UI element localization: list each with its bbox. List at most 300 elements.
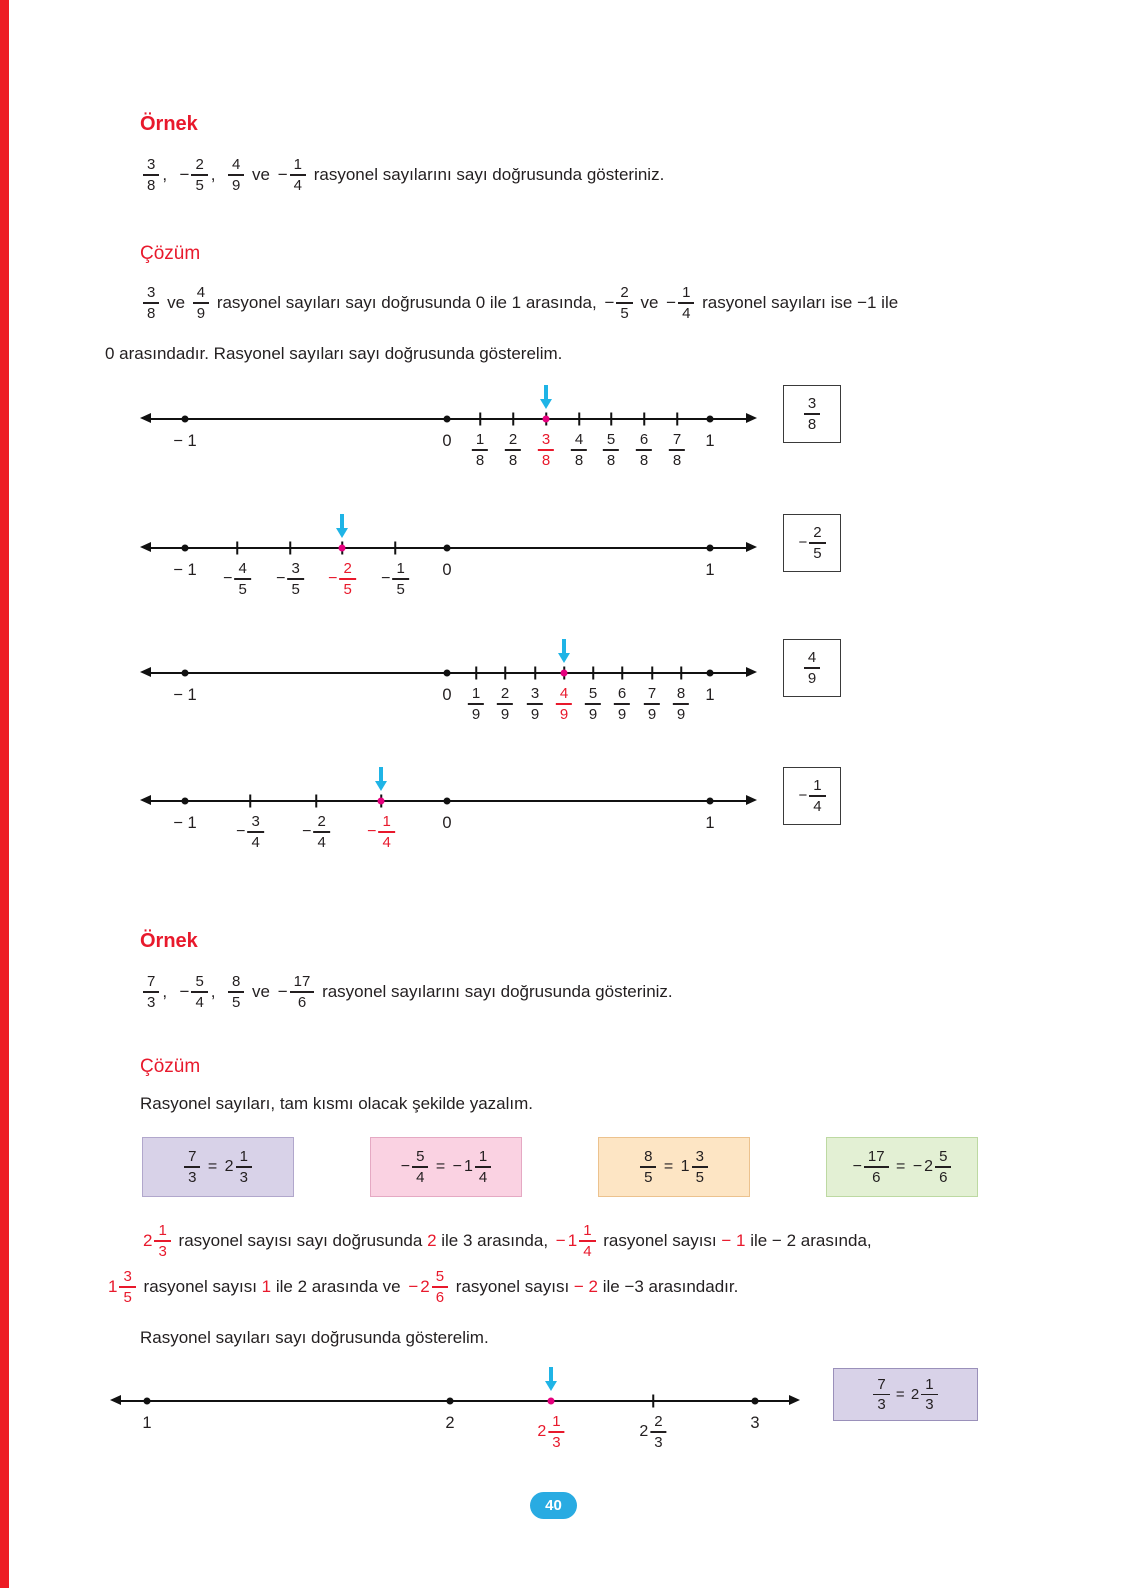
fraction-stack xyxy=(603,431,619,469)
marker-arrow-head xyxy=(545,1381,557,1391)
denominator: 5 xyxy=(195,176,204,194)
tick-label xyxy=(585,685,601,723)
fraction-bar xyxy=(809,542,825,543)
fraction-stack xyxy=(669,431,685,469)
denominator: 8 xyxy=(606,451,616,469)
tick-label xyxy=(538,431,554,469)
fraction-stack xyxy=(556,685,572,723)
mixed-number xyxy=(143,1222,171,1260)
marker-arrow-icon xyxy=(558,639,570,663)
point-label: − 1 xyxy=(173,814,197,832)
example1-heading: Örnek xyxy=(140,113,198,135)
minus-sign: − xyxy=(179,164,190,184)
denominator: 3 xyxy=(654,1433,663,1451)
denominator: 9 xyxy=(500,705,510,723)
text-run: , xyxy=(210,981,225,1001)
tick-mark xyxy=(249,795,251,808)
minus-sign: − xyxy=(276,569,286,587)
denominator: 4 xyxy=(416,1168,425,1186)
numerator: 3 xyxy=(123,1268,132,1285)
denominator: 8 xyxy=(147,176,156,194)
fraction xyxy=(472,431,488,469)
fraction-stack xyxy=(527,685,543,723)
numerator: 1 xyxy=(478,1148,488,1166)
text-run: rasyonel sayısı xyxy=(598,1230,722,1250)
numerator: 7 xyxy=(672,431,682,448)
numerator: 5 xyxy=(939,1148,948,1166)
value-box xyxy=(783,385,841,443)
fraction-stack xyxy=(864,1148,889,1186)
fraction-bar xyxy=(497,703,513,704)
point-label: 1 xyxy=(142,1414,152,1432)
whole-number: 2 xyxy=(224,1157,234,1175)
tick-mark xyxy=(592,667,594,680)
left-arrowhead-icon xyxy=(140,542,151,552)
fraction-stack xyxy=(804,649,820,687)
fraction-bar xyxy=(864,1166,889,1167)
fraction xyxy=(644,685,660,723)
text-run: rasyonel sayısı xyxy=(138,1276,262,1296)
numerator: 5 xyxy=(416,1148,425,1166)
denominator: 9 xyxy=(196,304,206,322)
fraction xyxy=(804,395,820,433)
fraction-bar xyxy=(678,302,694,303)
point-dot xyxy=(444,670,451,677)
numerator: 3 xyxy=(291,560,300,577)
point-dot xyxy=(444,798,451,805)
numerator: 3 xyxy=(251,813,260,830)
fraction-bar xyxy=(393,578,409,579)
denominator: 5 xyxy=(343,580,352,598)
tick-label xyxy=(468,685,484,723)
marker-arrow-head xyxy=(336,528,348,538)
fraction-stack xyxy=(228,156,244,194)
fraction-bar xyxy=(640,1166,656,1167)
whole-number: 2 xyxy=(924,1157,934,1175)
numerator: 2 xyxy=(654,1413,663,1430)
marker-arrow-icon xyxy=(540,385,552,409)
text-run: 2 xyxy=(427,1230,437,1250)
tick-label xyxy=(669,431,685,469)
denominator: 8 xyxy=(147,304,156,322)
denominator: 8 xyxy=(672,451,682,469)
fraction-bar xyxy=(548,1431,564,1432)
minus-sign: − xyxy=(852,1157,862,1175)
point-label: 0 xyxy=(442,686,452,704)
fraction-bar xyxy=(290,174,306,175)
fraction-bar xyxy=(921,1394,937,1395)
tick-label xyxy=(673,685,689,723)
marker-dot xyxy=(543,416,550,423)
minus-sign: − xyxy=(302,822,312,840)
fraction-bar xyxy=(228,174,244,175)
numerator: 3 xyxy=(147,156,156,173)
numerator: 5 xyxy=(435,1268,445,1285)
fraction-stack xyxy=(644,685,660,723)
fraction-stack xyxy=(412,1148,428,1186)
tick-label xyxy=(603,431,619,469)
point-dot xyxy=(182,798,189,805)
tick-label xyxy=(223,560,251,598)
tick-label xyxy=(381,560,409,598)
fraction-bar xyxy=(585,703,601,704)
fraction-bar xyxy=(143,302,159,303)
tick-mark xyxy=(479,413,481,426)
fraction xyxy=(278,973,315,1011)
text-run: rasyonel sayılarını sayı doğrusunda gösteriniz. xyxy=(309,164,665,184)
tick-label xyxy=(367,813,395,851)
denominator: 8 xyxy=(807,415,817,433)
fraction xyxy=(585,685,601,723)
fraction-bar xyxy=(556,703,572,704)
fraction-bar xyxy=(804,667,820,668)
denominator: 5 xyxy=(238,580,247,598)
fraction-stack xyxy=(191,156,207,194)
minus-sign: − xyxy=(277,981,288,1001)
numerator: 1 xyxy=(471,685,481,702)
minus-sign: − xyxy=(555,1230,566,1250)
text-run: = xyxy=(431,1158,450,1175)
fraction-stack xyxy=(692,1148,708,1186)
fraction-stack xyxy=(538,431,554,469)
fraction xyxy=(556,685,572,723)
denominator: 5 xyxy=(620,304,629,322)
fraction xyxy=(614,685,630,723)
fraction-stack xyxy=(571,431,587,469)
marker-arrow-icon xyxy=(545,1367,557,1391)
example2-problem xyxy=(140,973,673,1011)
fraction-stack xyxy=(468,685,484,723)
numerator: 4 xyxy=(238,560,247,577)
value-box xyxy=(783,639,841,697)
fraction-stack xyxy=(505,431,521,469)
fraction-stack xyxy=(809,524,825,562)
fraction xyxy=(853,1148,889,1186)
numerator: 1 xyxy=(158,1222,167,1239)
numerator: 2 xyxy=(317,813,326,830)
fraction-bar xyxy=(235,578,251,579)
example2-paragraph-line2 xyxy=(105,1268,738,1306)
fraction xyxy=(571,431,587,469)
fraction-bar xyxy=(340,578,356,579)
denominator: 3 xyxy=(239,1168,248,1186)
fraction-bar xyxy=(650,1431,666,1432)
text-run: − 1 xyxy=(721,1230,746,1250)
fraction-stack xyxy=(143,284,159,322)
whole-number: 1 xyxy=(567,1230,578,1250)
fraction-stack xyxy=(248,813,264,851)
fraction-stack xyxy=(184,1148,200,1186)
fraction-stack xyxy=(873,1376,889,1414)
fraction xyxy=(636,431,652,469)
marker-dot xyxy=(378,798,385,805)
fraction-bar xyxy=(538,449,554,450)
fraction xyxy=(401,1148,429,1186)
numerator: 4 xyxy=(574,431,584,448)
fraction-bar xyxy=(571,449,587,450)
fraction xyxy=(276,560,304,598)
fraction xyxy=(798,524,825,562)
denominator: 4 xyxy=(382,833,391,851)
fraction-stack xyxy=(579,1222,595,1260)
fraction-stack xyxy=(673,685,689,723)
numerator: 6 xyxy=(639,431,649,448)
fraction-stack xyxy=(432,1268,448,1306)
denominator: 5 xyxy=(291,580,300,598)
point-label: − 1 xyxy=(173,686,197,704)
left-arrowhead-icon xyxy=(140,413,151,423)
point-label: − 1 xyxy=(173,432,197,450)
numerator: 1 xyxy=(552,1413,561,1430)
text-run: rasyonel sayıları ise −1 ile xyxy=(697,292,899,312)
numerator: 1 xyxy=(396,560,405,577)
left-arrowhead-icon xyxy=(110,1395,121,1405)
numerator: 5 xyxy=(195,973,204,990)
mixed-number xyxy=(537,1413,564,1451)
right-arrowhead-icon xyxy=(746,667,757,677)
fraction-bar xyxy=(472,449,488,450)
point-dot xyxy=(752,1398,759,1405)
fraction-stack xyxy=(143,156,159,194)
numerator: 2 xyxy=(195,156,204,173)
tick-label xyxy=(302,813,330,851)
minus-sign: − xyxy=(798,787,808,805)
tick-mark xyxy=(610,413,612,426)
fraction xyxy=(184,1148,200,1186)
point-dot xyxy=(707,670,714,677)
minus-sign: − xyxy=(223,569,233,587)
whole-number: 1 xyxy=(680,1157,690,1175)
marker-dot xyxy=(339,545,346,552)
example1-solution-heading: Çözüm xyxy=(140,243,201,264)
point-label: 0 xyxy=(442,814,452,832)
marker-dot xyxy=(548,1398,555,1405)
conversion-box xyxy=(598,1137,750,1197)
denominator: 5 xyxy=(396,580,405,598)
marker-arrow-icon xyxy=(336,514,348,538)
tick-label xyxy=(497,685,513,723)
value-box xyxy=(833,1368,978,1421)
fraction-stack xyxy=(228,973,244,1011)
fraction-stack xyxy=(119,1268,135,1306)
minus-sign: − xyxy=(912,1157,923,1175)
fraction-stack xyxy=(650,1413,666,1451)
tick-label xyxy=(328,560,356,598)
numerator: 4 xyxy=(196,284,206,301)
numerator: 5 xyxy=(588,685,598,702)
fraction-stack xyxy=(236,1148,252,1186)
text-run: ve xyxy=(635,292,664,312)
numerator: 7 xyxy=(147,973,156,990)
fraction-stack xyxy=(636,431,652,469)
denominator: 8 xyxy=(475,451,485,469)
numerator: 6 xyxy=(617,685,627,702)
fraction-stack xyxy=(340,560,356,598)
numerator: 8 xyxy=(644,1148,653,1166)
numerator: 1 xyxy=(475,431,485,448)
fraction-bar xyxy=(191,991,207,992)
fraction-stack xyxy=(475,1148,491,1186)
minus-sign: − xyxy=(798,534,808,552)
minus-sign: − xyxy=(277,164,288,184)
fraction-stack xyxy=(288,560,304,598)
numerator: 7 xyxy=(877,1375,886,1393)
fraction-bar xyxy=(616,302,632,303)
fraction-bar xyxy=(527,703,543,704)
conversion-box xyxy=(142,1137,294,1197)
fraction xyxy=(228,973,244,1011)
tick-label xyxy=(236,813,264,851)
tick-mark xyxy=(652,1395,654,1408)
fraction xyxy=(604,284,632,322)
fraction-bar xyxy=(290,991,315,992)
numerator: 4 xyxy=(807,649,817,667)
numerator: 8 xyxy=(676,685,686,702)
value-box xyxy=(783,514,841,572)
fraction-bar xyxy=(154,1240,170,1241)
point-label: 2 xyxy=(445,1414,455,1432)
conversion-boxes-row xyxy=(142,1137,978,1197)
value-box xyxy=(783,767,841,825)
fraction xyxy=(798,777,825,815)
denominator: 9 xyxy=(807,669,817,687)
denominator: 9 xyxy=(471,705,481,723)
right-arrowhead-icon xyxy=(746,795,757,805)
fraction xyxy=(505,431,521,469)
point-dot xyxy=(182,416,189,423)
numerator: 8 xyxy=(231,973,241,990)
fraction-bar xyxy=(636,449,652,450)
tick-label xyxy=(537,1413,564,1451)
mixed-number xyxy=(408,1268,448,1306)
denominator: 3 xyxy=(925,1396,934,1414)
denominator: 9 xyxy=(617,705,627,723)
fraction xyxy=(143,284,159,322)
point-label: 0 xyxy=(442,561,452,579)
example2-heading: Örnek xyxy=(140,930,198,952)
point-dot xyxy=(444,416,451,423)
point-dot xyxy=(144,1398,151,1405)
tick-mark xyxy=(651,667,653,680)
mixed-number xyxy=(639,1413,666,1451)
text-run: 1 xyxy=(261,1276,272,1296)
denominator: 4 xyxy=(195,993,204,1011)
tick-label xyxy=(639,1413,666,1451)
text-run: ile 3 arasında, xyxy=(436,1230,553,1250)
denominator: 8 xyxy=(639,451,649,469)
fraction-stack xyxy=(548,1413,564,1451)
mixed-number xyxy=(108,1268,136,1306)
numerator: 2 xyxy=(620,284,629,301)
tick-label xyxy=(276,560,304,598)
numerator: 1 xyxy=(583,1222,592,1239)
point-label: 1 xyxy=(705,432,715,450)
tick-mark xyxy=(680,667,682,680)
fraction xyxy=(278,156,306,194)
denominator: 9 xyxy=(676,705,686,723)
fraction-stack xyxy=(614,685,630,723)
text-run: = xyxy=(659,1158,678,1175)
tick-mark xyxy=(512,413,514,426)
fraction-bar xyxy=(692,1166,708,1167)
marker-arrow-head xyxy=(558,653,570,663)
fraction-stack xyxy=(804,395,820,433)
text-run: ile − 2 arasında, xyxy=(745,1230,872,1250)
fraction xyxy=(193,284,209,322)
example1-solution-line2: 0 arasındadır. Rasyonel sayıları sayı doğrusunda gösterelim. xyxy=(105,344,563,363)
point-label: 1 xyxy=(705,561,715,579)
mixed-number xyxy=(911,1376,938,1414)
point-dot xyxy=(182,545,189,552)
tick-mark xyxy=(289,542,291,555)
right-arrowhead-icon xyxy=(746,413,757,423)
tick-label xyxy=(472,431,488,469)
denominator: 4 xyxy=(293,176,302,194)
fraction-bar xyxy=(379,831,395,832)
denominator: 9 xyxy=(647,705,657,723)
denominator: 4 xyxy=(813,797,822,815)
whole-number: 2 xyxy=(639,1422,649,1440)
numerator: 1 xyxy=(813,777,822,795)
tick-label xyxy=(636,431,652,469)
text-run: ve xyxy=(247,164,275,184)
fraction xyxy=(302,813,330,851)
fraction-bar xyxy=(804,413,820,414)
example2-paragraph-line1 xyxy=(140,1222,872,1260)
numerator: 17 xyxy=(867,1148,885,1166)
point-dot xyxy=(707,798,714,805)
denominator: 9 xyxy=(559,705,569,723)
point-dot xyxy=(707,545,714,552)
denominator: 6 xyxy=(939,1168,948,1186)
number-line-axis xyxy=(118,1400,792,1402)
numerator: 17 xyxy=(293,973,311,990)
tick-mark xyxy=(621,667,623,680)
denominator: 8 xyxy=(574,451,584,469)
denominator: 5 xyxy=(695,1168,704,1186)
numerator: 5 xyxy=(606,431,616,448)
numerator: 1 xyxy=(925,1375,934,1393)
fraction-bar xyxy=(143,174,159,175)
fraction-bar xyxy=(579,1240,595,1241)
point-label: − 1 xyxy=(173,561,197,579)
point-dot xyxy=(444,545,451,552)
denominator: 9 xyxy=(588,705,598,723)
example1-solution-line1 xyxy=(140,284,898,322)
fraction xyxy=(180,973,208,1011)
text-run: rasyonel sayısı sayı doğrusunda xyxy=(173,1230,428,1250)
fraction xyxy=(804,649,820,687)
fraction-bar xyxy=(412,1166,428,1167)
fraction-stack xyxy=(154,1222,170,1260)
text-run: , xyxy=(210,164,225,184)
text-run: rasyonel sayıları sayı doğrusunda 0 ile 1 arasında, xyxy=(212,292,602,312)
marker-arrow-stem xyxy=(340,514,344,528)
marker-arrow-stem xyxy=(379,767,383,781)
example2-solution-heading: Çözüm xyxy=(140,1056,201,1077)
numerator: 1 xyxy=(382,813,391,830)
fraction-bar xyxy=(228,991,244,992)
tick-mark xyxy=(578,413,580,426)
marker-arrow-stem xyxy=(562,639,566,653)
left-arrowhead-icon xyxy=(140,795,151,805)
fraction xyxy=(223,560,251,598)
fraction xyxy=(381,560,409,598)
point-label: 0 xyxy=(442,432,452,450)
fraction-bar xyxy=(468,703,484,704)
fraction-stack xyxy=(235,560,251,598)
numerator: 2 xyxy=(500,685,510,702)
